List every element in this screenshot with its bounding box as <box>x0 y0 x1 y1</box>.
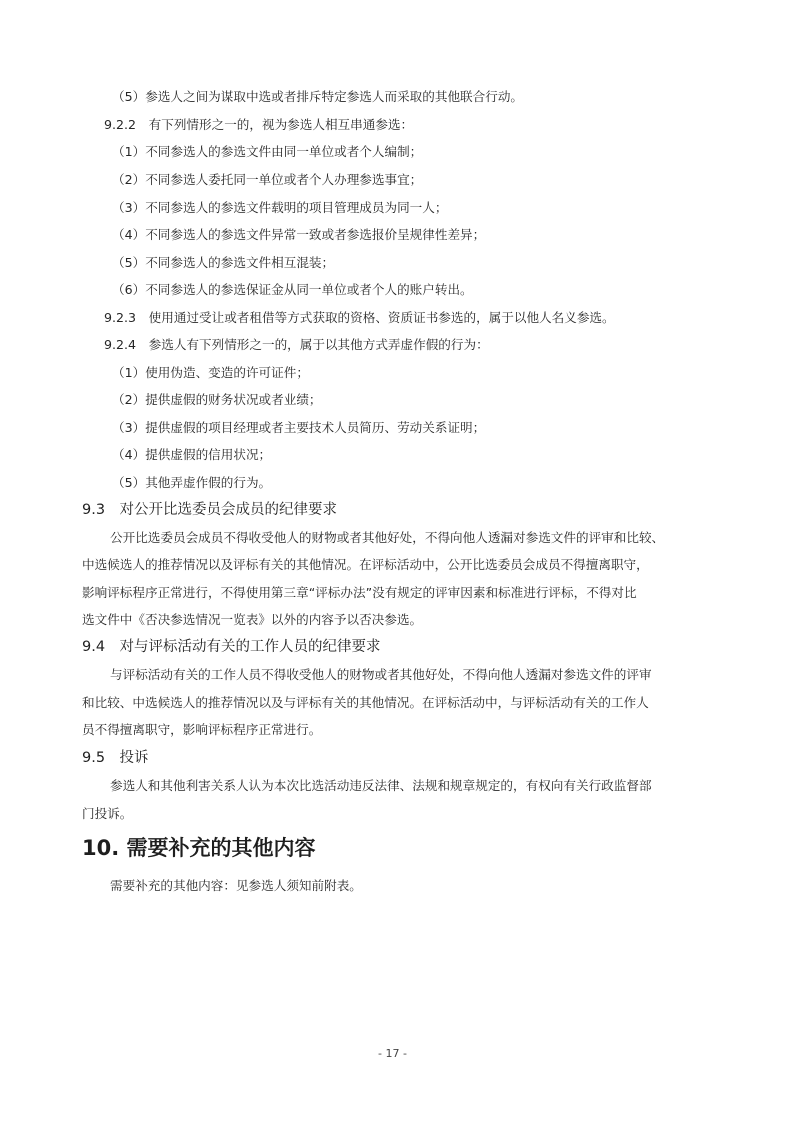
paragraph-line: 需要补充的其他内容：见参选人须知前附表。 <box>110 878 362 893</box>
list-item-9-2-4-2: （2）提供虚假的财务状况或者业绩； <box>112 392 322 407</box>
section-heading-10: 10. 需要补充的其他内容 <box>82 836 316 860</box>
paragraph-line: 中选候选人的推荐情况以及评标有关的其他情况。在评标活动中，公开比选委员会成员不得擅离职守， <box>82 557 649 572</box>
paragraph-line: 参选人和其他利害关系人认为本次比选活动违反法律、法规和规章规定的，有权向有关行政监督部 <box>110 778 652 793</box>
paragraph-line: 公开比选委员会成员不得收受他人的财物或者其他好处，不得向他人透漏对参选文件的评审和比较、 <box>110 530 665 545</box>
section-heading-9-4: 9.4 对与评标活动有关的工作人员的纪律要求 <box>82 639 381 655</box>
page-number: - 17 - <box>378 1047 407 1060</box>
list-item-9-2-4-5: （5）其他弄虚作假的行为。 <box>112 475 272 490</box>
section-heading-9-5: 9.5 投诉 <box>82 750 149 766</box>
paragraph-line: 影响评标程序正常进行，不得使用第三章“评标办法”没有规定的评审因素和标准进行评标，不得对比 <box>82 585 637 600</box>
section-heading-9-3: 9.3 对公开比选委员会成员的纪律要求 <box>82 502 338 518</box>
list-item-9-2-2-2: （2）不同参选人委托同一单位或者个人办理参选事宜； <box>112 172 423 187</box>
clause-9-2-3: 9.2.3 使用通过受让或者租借等方式获取的资格、资质证书参选的，属于以他人名义参选。 <box>104 310 615 325</box>
clause-9-2-2: 9.2.2 有下列情形之一的，视为参选人相互串通参选： <box>104 117 414 132</box>
list-item-9-2-2-1: （1）不同参选人的参选文件由同一单位或者个人编制； <box>112 144 423 159</box>
list-item-9-2-2-5: （5）不同参选人的参选文件相互混装； <box>112 255 335 270</box>
list-item-9-2-4-4: （4）提供虚假的信用状况； <box>112 447 272 462</box>
paragraph-line: 门投诉。 <box>82 806 133 821</box>
list-item-9-2-2-4: （4）不同参选人的参选文件异常一致或者参选报价呈规律性差异； <box>112 227 486 242</box>
list-item-collusion-5: （5）参选人之间为谋取中选或者排斥特定参选人而采取的其他联合行动。 <box>112 89 524 104</box>
list-item-9-2-2-3: （3）不同参选人的参选文件载明的项目管理成员为同一人； <box>112 200 448 215</box>
paragraph-line: 员不得擅离职守，影响评标程序正常进行。 <box>82 722 322 737</box>
paragraph-line: 和比较、中选候选人的推荐情况以及与评标有关的其他情况。在评标活动中，与评标活动有关的工作人 <box>82 695 649 710</box>
clause-9-2-4: 9.2.4 参选人有下列情形之一的，属于以其他方式弄虚作假的行为： <box>104 337 489 352</box>
paragraph-line: 选文件中《否决参选情况一览表》以外的内容予以否决参选。 <box>82 612 423 627</box>
list-item-9-2-2-6: （6）不同参选人的参选保证金从同一单位或者个人的账户转出。 <box>112 282 473 297</box>
paragraph-line: 与评标活动有关的工作人员不得收受他人的财物或者其他好处，不得向他人透漏对参选文件的评审 <box>110 667 652 682</box>
list-item-9-2-4-1: （1）使用伪造、变造的许可证件； <box>112 365 309 380</box>
list-item-9-2-4-3: （3）提供虚假的项目经理或者主要技术人员简历、劳动关系证明； <box>112 420 486 435</box>
